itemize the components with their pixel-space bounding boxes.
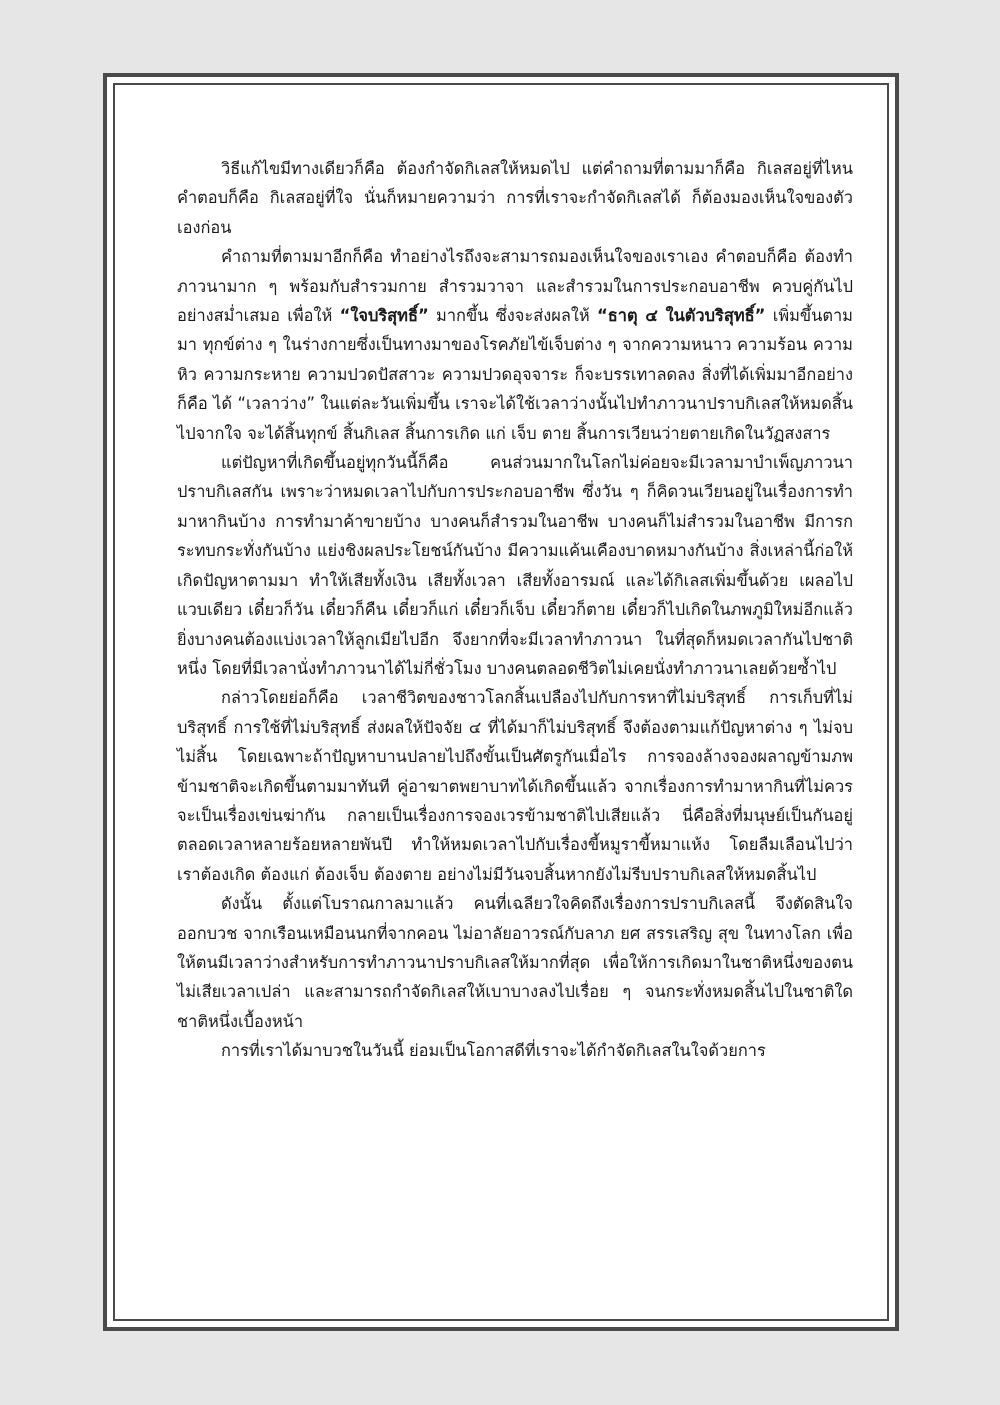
- paragraph-6-text: การที่เราได้มาบวชในวันนี้ ย่อมเป็นโอกาสดีที่เราจะได้กำจัดกิเลสในใจด้วยการ: [221, 1041, 766, 1061]
- paragraph-4: [177, 683, 853, 889]
- paragraph-6: [177, 1036, 853, 1065]
- paragraph-3: [177, 448, 853, 683]
- body-text: [177, 154, 853, 1066]
- paragraph-1-text: วิธีแก้ไขมีทางเดียวก็คือ ต้องกำจัดกิเลสให้หมดไป แต่คำถามที่ตามมาก็คือ กิเลสอยู่ที่ไหน คำตอบก็คือ กิเลสอยู่ที่ใจ นั่นก็หมายความว่า การที่เราจะกำจัดกิเลสได้ ก็ต้องมองเห็นใจของตัวเองก่อน: [177, 159, 853, 237]
- paragraph-2-text-c: เพิ่มขึ้นตามมา ทุกข์ต่าง ๆ ในร่างกายซึ่งเป็นทางมาของโรคภัยไข้เจ็บต่าง ๆ จากความหนาว ความร้อน ความหิว ความกระหาย ความปวดปัสสาวะ ความปวดอุจจาระ ก็จะบรรเทาลดลง สิ่งที่ได้เพิ่มมาอีกอย่างก็คือ ได้ “เวลาว่าง” ในแต่ละวันเพิ่มขึ้น เราจะได้ใช้เวลาว่างนั้นไปทำภาวนาปราบกิเลสให้หมดสิ้นไปจากใจ จะได้สิ้นทุกข์ สิ้นกิเลส สิ้นการเกิด แก่ เจ็บ ตาย สิ้นการเวียนว่ายตายเกิดในวัฏสงสาร: [177, 306, 853, 443]
- emphasis-pure-mind: “ใจบริสุทธิ์”: [339, 306, 429, 326]
- emphasis-four-elements: “ธาตุ ๔ ในตัวบริสุทธิ์”: [596, 306, 766, 326]
- paragraph-4-text: กล่าวโดยย่อก็คือ เวลาชีวิตของชาวโลกสิ้นเปลืองไปกับการหาที่ไม่บริสุทธิ์ การเก็บที่ไม่บริสุทธิ์ การใช้ที่ไม่บริสุทธิ์ ส่งผลให้ปัจจัย ๔ ที่ได้มาก็ไม่บริสุทธิ์ จึงต้องตามแก้ปัญหาต่าง ๆ ไม่จบไม่สิ้น โดยเฉพาะถ้าปัญหาบานปลายไปถึงขั้นเป็นศัตรูกันเมื่อไร การจองล้างจองผลาญข้ามภพข้ามชาติจะเกิดขึ้นตามมาทันที คู่อาฆาตพยาบาทได้เกิดขึ้นแล้ว จากเรื่องการทำมาหากินที่ไม่ควรจะเป็นเรื่องเข่นฆ่ากัน กลายเป็นเรื่องการจองเวรข้ามชาติไปเสียแล้ว นี่คือสิ่งที่มนุษย์เป็นกันอยู่ตลอดเวลาหลายร้อยหลายพันปี ทำให้หมดเวลาไปกับเรื่องขี้หมูราขี้หมาแห้ง โดยลืมเลือนไปว่า เราต้องเกิด ต้องแก่ ต้องเจ็บ ต้องตาย อย่างไม่มีวันจบสิ้นหากยังไม่รีบปราบกิเลสให้หมดสิ้นไป: [177, 688, 853, 884]
- paragraph-2: [177, 242, 853, 448]
- paragraph-5-text: ดังนั้น ตั้งแต่โบราณกาลมาแล้ว คนที่เฉลียวใจคิดถึงเรื่องการปราบกิเลสนี้ จึงตัดสินใจออกบวช จากเรือนเหมือนนกที่จากคอน ไม่อาลัยอาวรณ์กับลาภ ยศ สรรเสริญ สุข ในทางโลก เพื่อให้ตนมีเวลาว่างสำหรับการทำภาวนาปราบกิเลสให้มากที่สุด เพื่อให้การเกิดมาในชาติหนึ่งของตนไม่เสียเวลาเปล่า และสามารถกำจัดกิเลสให้เบาบางลงไปเรื่อย ๆ จนกระทั่งหมดสิ้นไปในชาติใดชาติหนึ่งเบื้องหน้า: [177, 894, 853, 1031]
- paragraph-2-text-b: มากขึ้น ซึ่งจะส่งผลให้: [428, 306, 597, 326]
- page-border-outer: [103, 73, 899, 1331]
- paragraph-2-text-a: คำถามที่ตามมาอีกก็คือ ทำอย่างไรถึงจะสามารถมองเห็นใจของเราเอง คำตอบก็คือ ต้องทำภาวนามาก ๆ พร้อมกับสำรวมกาย สำรวมวาจา และสำรวมในการประกอบอาชีพ ควบคู่กันไปอย่างสม่ำเสมอ เพื่อให้: [177, 247, 853, 326]
- paragraph-1: [177, 154, 853, 242]
- paragraph-3-text: แต่ปัญหาที่เกิดขึ้นอยู่ทุกวันนี้ก็คือ คนส่วนมากในโลกไม่ค่อยจะมีเวลามาบำเพ็ญภาวนาปราบกิเลสกัน เพราะว่าหมดเวลาไปกับการประกอบอาชีพ ซึ่งวัน ๆ ก็คิดวนเวียนอยู่ในเรื่องการทำมาหากินบ้าง การทำมาค้าขายบ้าง บางคนก็สำรวมในอาชีพ บางคนก็ไม่สำรวมในอาชีพ มีการกระทบกระทั่งกันบ้าง แย่งชิงผลประโยชน์กันบ้าง มีความแค้นเคืองบาดหมางกันบ้าง สิ่งเหล่านี้ก่อให้เกิดปัญหาตามมา ทำให้เสียทั้งเงิน เสียทั้งเวลา เสียทั้งอารมณ์ และได้กิเลสเพิ่มขึ้นด้วย เผลอไปแวบเดียว เดี๋ยวก็วัน เดี๋ยวก็คืน เดี๋ยวก็แก่ เดี๋ยวก็เจ็บ เดี๋ยวก็ตาย เดี๋ยวก็ไปเกิดในภพภูมิใหม่อีกแล้ว ยิ่งบางคนต้องแบ่งเวลาให้ลูกเมียไปอีก จึงยากที่จะมีเวลาทำภาวนา ในที่สุดก็หมดเวลากันไปชาติหนึ่ง โดยที่มีเวลานั่งทำภาวนาได้ไม่กี่ชั่วโมง บางคนตลอดชีวิตไม่เคยนั่งทำภาวนาเลยด้วยซ้ำไป: [177, 453, 853, 678]
- paragraph-5: [177, 889, 853, 1036]
- page-border-inner: [113, 83, 889, 1321]
